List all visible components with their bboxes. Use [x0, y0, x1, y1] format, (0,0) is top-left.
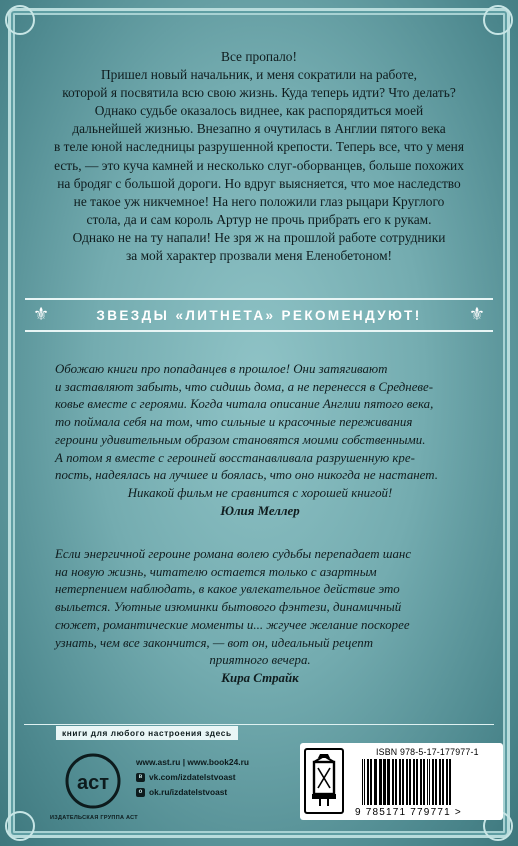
publisher-links	[136, 755, 249, 800]
review-line: героини удивительным образом становятся моими собственными.	[55, 432, 426, 447]
fleur-de-lis-icon: ⚜	[33, 304, 50, 324]
barcode-bar	[413, 759, 415, 805]
review-line: сюжет, романтические моменты и... жгучее желание поскорее	[55, 617, 410, 632]
lantern-icon	[304, 748, 344, 814]
annotation-line: стола, да и сам король Артур не прочь прибрать его к рукам.	[86, 211, 432, 227]
barcode-bar	[432, 759, 434, 805]
annotation-line: которой я посвятила всю свою жизнь. Куда теперь идти? Что делать?	[62, 85, 456, 101]
barcode-bar	[423, 759, 425, 805]
review-line: ковье вместе с героями. Когда читала описание Англии пятого века,	[55, 397, 434, 412]
annotation-line: в теле юной наследницы разрушенной крепости. Теперь все, что у меня	[53, 139, 464, 155]
barcode-bar	[435, 759, 437, 805]
barcode-bar	[370, 759, 372, 805]
review-line: приятного вечера.	[209, 653, 311, 668]
barcode-bar	[374, 759, 377, 805]
barcode-bar	[427, 759, 428, 805]
barcode-bar	[362, 759, 363, 805]
barcode-bar	[409, 759, 411, 805]
barcode-bar	[379, 759, 382, 805]
annotation-line: Однако судьбе оказалось виднее, как распорядиться моей	[94, 103, 424, 119]
review-2	[55, 546, 465, 688]
annotation-line: Пришел новый начальник, и меня сократили на работе,	[100, 67, 418, 83]
barcode-bar	[416, 759, 418, 805]
barcode-bar	[392, 759, 394, 805]
barcode-bar	[387, 759, 390, 805]
barcode-bar	[446, 759, 448, 805]
ok-icon: о	[136, 788, 145, 797]
corner-ornament	[483, 5, 513, 35]
review-line: выльется. Уютные изюминки бытового фэнтези, динамичный	[55, 600, 402, 615]
annotation-line: дальнейшей жизнью. Внезапно я очутилась в Англии пятого века	[72, 121, 446, 137]
barcode-bar	[406, 759, 408, 805]
review-line: узнать, чем все закончится, — вот он, идеальный рецепт	[55, 635, 374, 650]
review-line: Если энергичной героине романа волею судьбы перепадает шанс	[55, 547, 412, 561]
barcode-digits: 9 785171 779771 >	[355, 807, 462, 818]
review-line: А потом я вместе с героиней восстанавливала разрушенную кре-	[55, 450, 415, 465]
barcode-bar	[364, 759, 365, 805]
review-line: пость, надеялась на лучшее и боялась, что оно никогда не настанет.	[55, 468, 438, 483]
publisher-tagline: книги для любого настроения здесь	[56, 726, 238, 740]
corner-ornament	[5, 5, 35, 35]
review-line: и заставляют забыть, что сидишь дома, а не перенесся в Средневе-	[55, 379, 434, 394]
review-line: нетерпением наблюдать, в какое увлекательное действие это	[55, 582, 400, 597]
barcode-bar	[402, 759, 404, 805]
banner-title: ЗВЕЗДЫ «ЛИТНЕТА» РЕКОМЕНДУЮТ!	[96, 307, 422, 323]
vk-icon: в	[136, 773, 145, 782]
logo-subtitle: ИЗДАТЕЛЬСКАЯ ГРУППА АСТ	[50, 815, 138, 821]
logo-text: аст	[76, 772, 110, 794]
barcode-bar	[383, 759, 386, 805]
ok-link[interactable]: ok.ru/izdatelstvoast	[149, 787, 228, 797]
footer-divider	[24, 724, 494, 725]
barcode-bar	[395, 759, 397, 805]
review-line: Обожаю книги про попаданцев в прошлое! Они затягивают	[55, 362, 388, 376]
corner-ornament	[5, 811, 35, 841]
annotation-line: за мой характер прозвали меня Еленобетоном!	[125, 248, 393, 264]
barcode-panel	[300, 743, 503, 820]
website-links[interactable]: www.ast.ru | www.book24.ru	[136, 757, 249, 767]
barcode-bar	[420, 759, 422, 805]
barcode-bar	[439, 759, 441, 805]
annotation-line: Однако не на ту напали! Не зря ж на прошлой работе сотрудники	[72, 229, 446, 245]
barcode-bar	[367, 759, 369, 805]
barcode-bar	[442, 759, 444, 805]
fleur-de-lis-icon: ⚜	[468, 304, 485, 324]
ean-barcode	[360, 759, 494, 807]
annotation-line: Все пропало!	[221, 49, 297, 64]
annotation-line: есть, — это куча камней и несколько слуг-оборванцев, больше похожих	[54, 157, 464, 173]
barcode-bar	[399, 759, 401, 805]
book-annotation	[30, 48, 488, 265]
recommendation-banner	[25, 298, 493, 332]
annotation-line: не такое уж никчемное! На него положили глаз рыцари Круглого	[73, 193, 445, 209]
annotation-line: на бродяг с большой дороги. Но вдруг выясняется, что мое наследство	[57, 175, 461, 191]
ast-logo-icon	[62, 752, 124, 810]
review-author: Кира Страйк	[221, 670, 299, 685]
review-author: Юлия Меллер	[220, 503, 300, 518]
review-line: Никакой фильм не сравнится с хорошей книгой!	[127, 485, 393, 500]
barcode-bar	[449, 759, 451, 805]
vk-link[interactable]: vk.com/izdatelstvoast	[149, 772, 236, 782]
review-1	[55, 361, 465, 520]
review-line: то поймала себя на том, что сильные и красочные переживания	[55, 415, 413, 430]
review-line: на новую жизнь, читателю остается только с азартным	[55, 564, 377, 579]
isbn-number: ISBN 978-5-17-177977-1	[376, 747, 479, 757]
barcode-bar	[429, 759, 430, 805]
